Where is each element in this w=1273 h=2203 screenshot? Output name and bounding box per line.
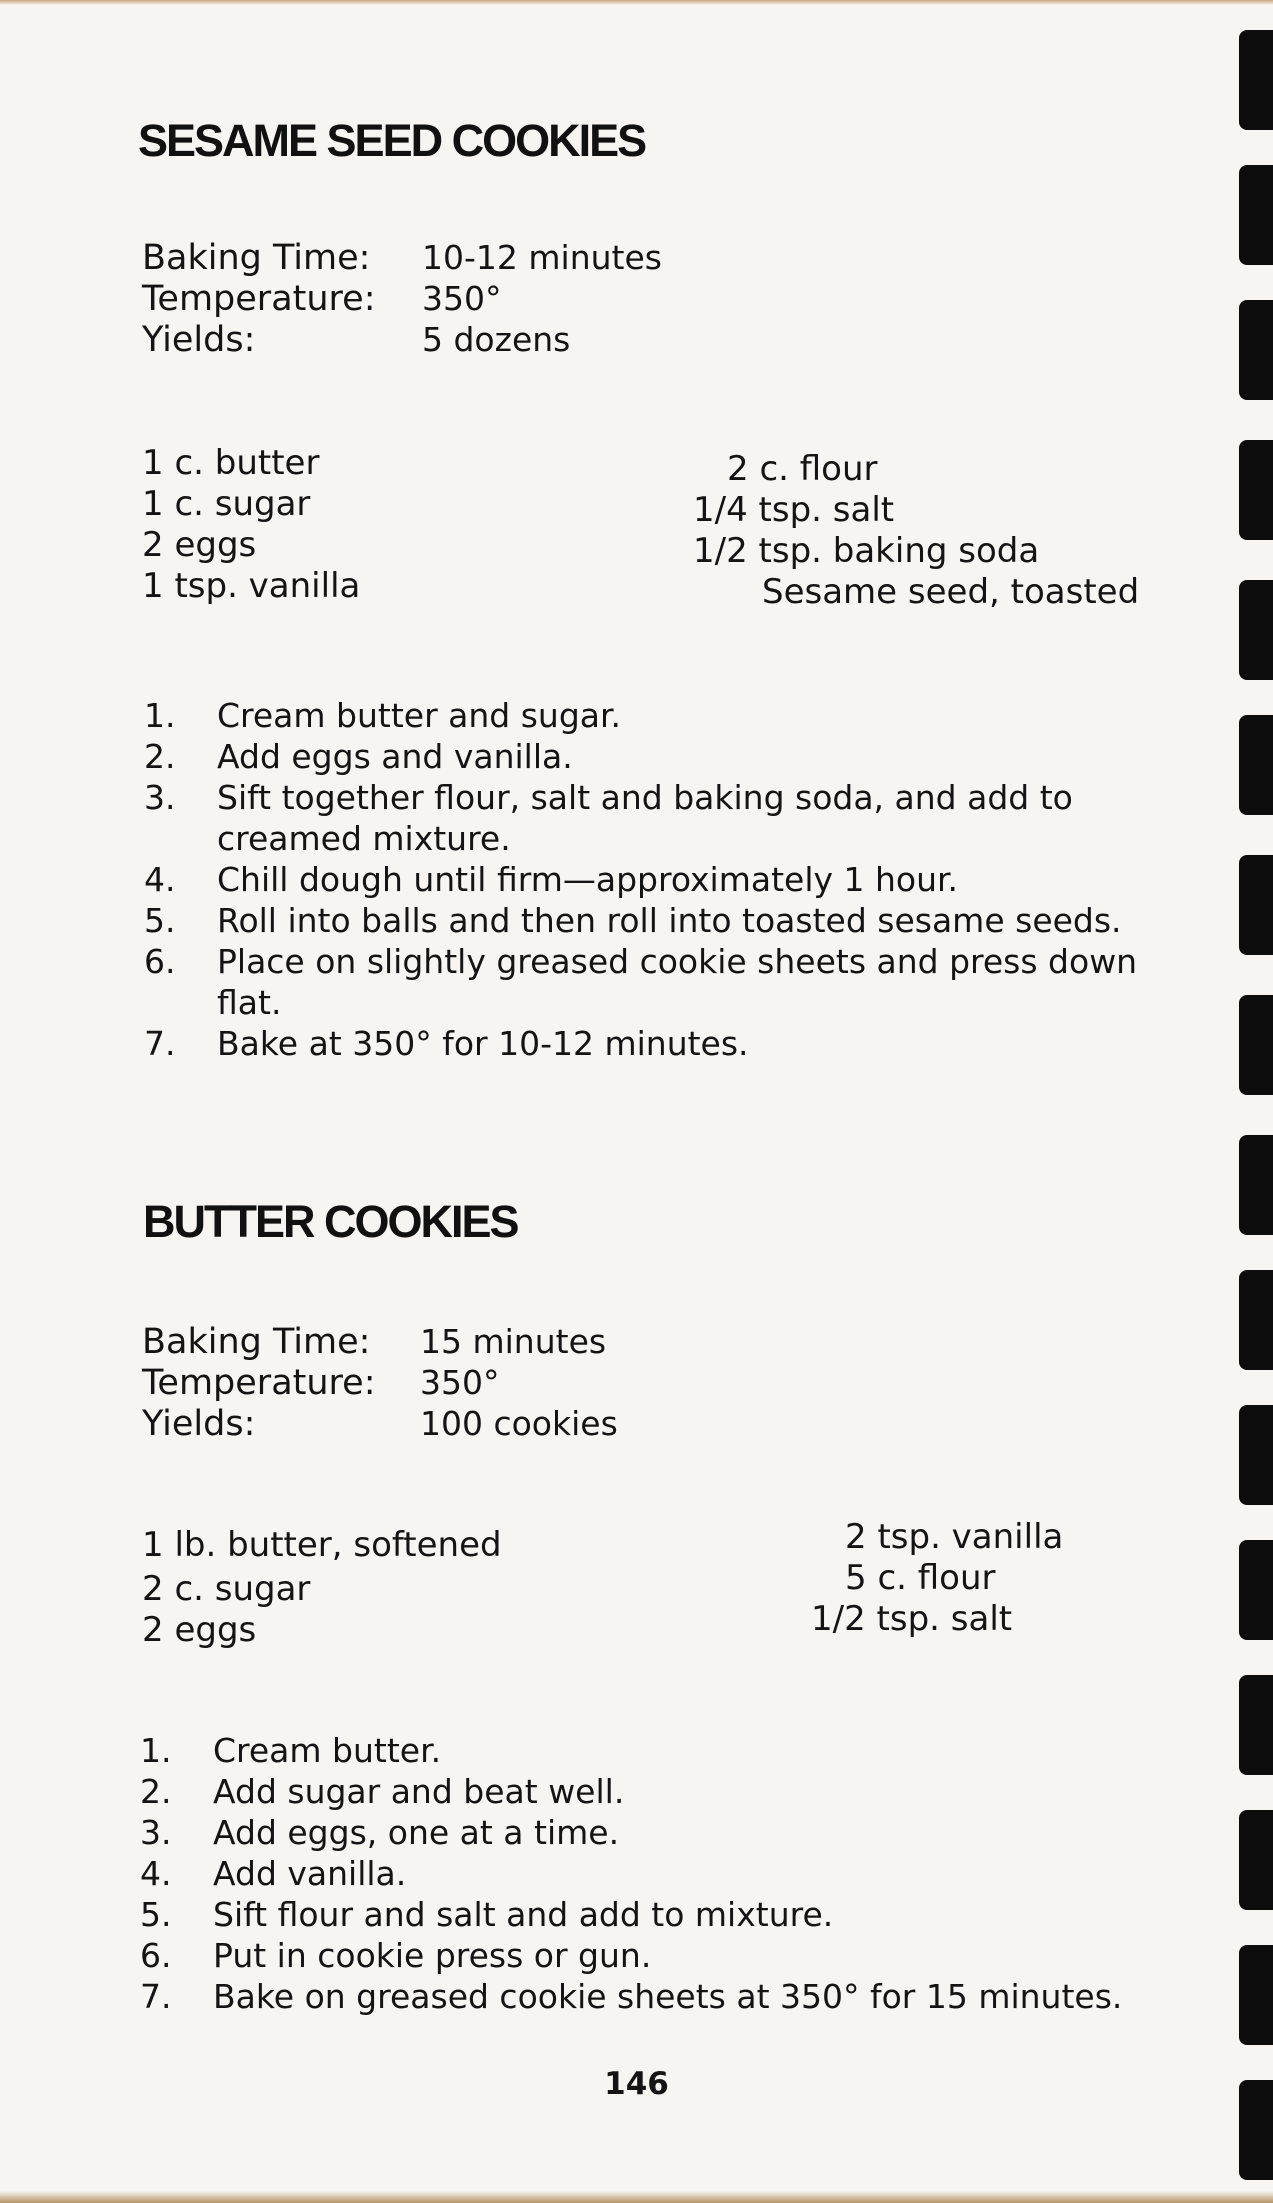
- step-text: Sift flour and salt and add to mixture.: [213, 1895, 834, 1934]
- step: [140, 1771, 1140, 1812]
- meta-label: Temperature:: [142, 1363, 376, 1403]
- meta-value: 10-12 minutes: [422, 238, 662, 277]
- step-text: Roll into balls and then roll into toasted sesame seeds.: [217, 901, 1122, 940]
- meta-label: Yields:: [142, 320, 256, 360]
- meta-value: 5 dozens: [422, 320, 571, 359]
- step: [140, 1935, 1140, 1976]
- step-number: 2.: [144, 737, 176, 776]
- recipe-steps: [144, 695, 1144, 1064]
- step-text: Add eggs and vanilla.: [217, 737, 573, 776]
- step-number: 3.: [140, 1813, 172, 1852]
- ingredient: 2 tsp. vanilla: [845, 1517, 1064, 1557]
- meta-label: Baking Time:: [142, 238, 371, 278]
- ingredient: 1/2 tsp. baking soda: [693, 531, 1040, 571]
- meta-label: Temperature:: [142, 279, 376, 319]
- step-text: Add vanilla.: [213, 1854, 407, 1893]
- step: [140, 1730, 1140, 1771]
- spiral-binding: [1231, 0, 1273, 2203]
- step: [140, 1853, 1140, 1894]
- binding-hole: [1239, 855, 1273, 955]
- meta-value: 350°: [420, 1363, 500, 1402]
- binding-hole: [1239, 1135, 1273, 1235]
- step-number: 6.: [140, 1936, 172, 1975]
- step-text: Sift together flour, salt and baking soda, and add to creamed mixture.: [217, 778, 1073, 858]
- step: [144, 736, 1144, 777]
- binding-hole: [1239, 1270, 1273, 1370]
- meta-value: 350°: [422, 279, 502, 318]
- meta-value: 100 cookies: [420, 1404, 618, 1443]
- binding-hole: [1239, 1810, 1273, 1910]
- step: [140, 1894, 1140, 1935]
- page-number: 146: [604, 2066, 669, 2102]
- ingredient: Sesame seed, toasted: [762, 572, 1140, 612]
- step-number: 1.: [144, 696, 176, 735]
- step-number: 5.: [144, 901, 176, 940]
- binding-hole: [1239, 300, 1273, 400]
- binding-hole: [1239, 1945, 1273, 2045]
- step-number: 1.: [140, 1731, 172, 1770]
- ingredient: 1 c. butter: [142, 443, 320, 483]
- step-number: 5.: [140, 1895, 172, 1934]
- step-number: 3.: [144, 778, 176, 817]
- step-text: Put in cookie press or gun.: [213, 1936, 652, 1975]
- step-text: Bake at 350° for 10-12 minutes.: [217, 1024, 749, 1063]
- step-text: Place on slightly greased cookie sheets and press down flat.: [217, 942, 1138, 1022]
- step: [144, 900, 1144, 941]
- page-top-edge: [0, 0, 1273, 5]
- ingredient: 1/4 tsp. salt: [693, 490, 895, 530]
- recipe-title: BUTTER COOKIES: [143, 1196, 518, 1247]
- ingredient: 2 c. flour: [727, 449, 878, 489]
- step-text: Chill dough until firm—approximately 1 hour.: [217, 860, 959, 899]
- step: [144, 695, 1144, 736]
- binding-hole: [1239, 580, 1273, 680]
- ingredient: 1 tsp. vanilla: [142, 566, 361, 606]
- recipe-steps: [140, 1730, 1140, 2017]
- step-number: 4.: [140, 1854, 172, 1893]
- step-number: 2.: [140, 1772, 172, 1811]
- step-text: Cream butter.: [213, 1731, 442, 1770]
- ingredient: 2 eggs: [142, 1610, 257, 1650]
- step-text: Add eggs, one at a time.: [213, 1813, 620, 1852]
- step-number: 6.: [144, 942, 176, 981]
- step: [144, 941, 1144, 1023]
- step: [144, 1023, 1144, 1064]
- ingredient: 2 eggs: [142, 525, 257, 565]
- step-number: 7.: [144, 1024, 176, 1063]
- ingredient: 1 c. sugar: [142, 484, 311, 524]
- step-number: 7.: [140, 1977, 172, 2016]
- ingredient: 1 lb. butter, softened: [142, 1525, 502, 1565]
- binding-hole: [1239, 1675, 1273, 1775]
- binding-hole: [1239, 995, 1273, 1095]
- step-text: Add sugar and beat well.: [213, 1772, 625, 1811]
- step-number: 4.: [144, 860, 176, 899]
- ingredient: 5 c. flour: [845, 1558, 996, 1598]
- binding-hole: [1239, 1540, 1273, 1640]
- binding-hole: [1239, 440, 1273, 540]
- meta-label: Yields:: [142, 1404, 256, 1444]
- ingredient: 2 c. sugar: [142, 1569, 311, 1609]
- ingredient: 1/2 tsp. salt: [811, 1599, 1013, 1639]
- binding-hole: [1239, 715, 1273, 815]
- step: [144, 777, 1144, 859]
- binding-hole: [1239, 30, 1273, 130]
- recipe-title: SESAME SEED COOKIES: [138, 115, 646, 166]
- meta-value: 15 minutes: [420, 1322, 607, 1361]
- meta-label: Baking Time:: [142, 1322, 371, 1362]
- page-bottom-edge: [0, 2191, 1273, 2203]
- step: [140, 1812, 1140, 1853]
- step-text: Bake on greased cookie sheets at 350° for 15 minutes.: [213, 1977, 1123, 2016]
- step: [140, 1976, 1140, 2017]
- binding-hole: [1239, 1405, 1273, 1505]
- step-text: Cream butter and sugar.: [217, 696, 622, 735]
- step: [144, 859, 1144, 900]
- binding-hole: [1239, 165, 1273, 265]
